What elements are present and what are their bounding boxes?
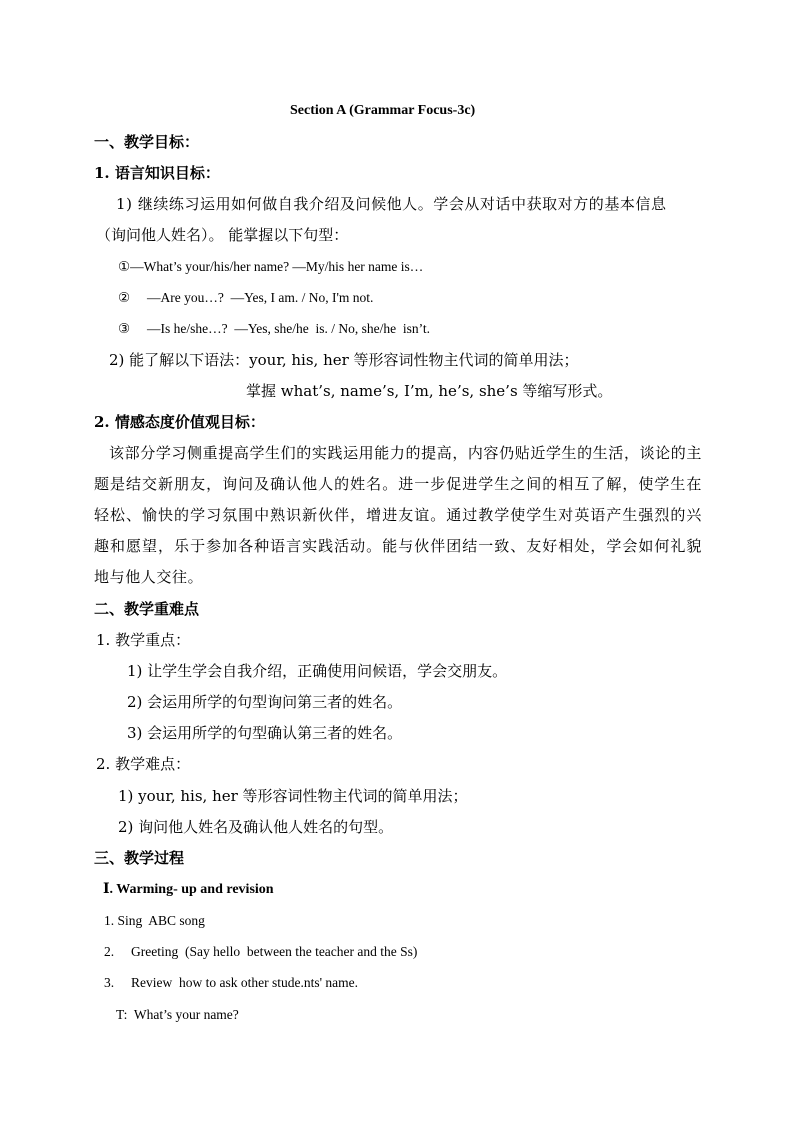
document-title: Section A (Grammar Focus-3c): [290, 103, 476, 118]
key-point-2: 2) 会运用所学的句型询问第三者的姓名。: [127, 693, 403, 711]
heading-teaching-process: 三、教学过程: [94, 849, 185, 867]
heading-language-objectives: 1. 语言知识目标：: [94, 164, 220, 182]
warming-up-step-2: 2. Greeting (Say hello between the teacher and the Ss): [104, 944, 418, 959]
emotion-objective-paragraph: 该部分学习侧重提高学生们的实践运用能力的提高，内容仍贴近学生的生活，谈论的主题是结交新朋友，询问及确认他人的姓名。进一步促进学生之间的相互了解，使学生在轻松、愉快的学习氛围中熟识新伙伴，增进友谊。通过教学使学生对英语产生强烈的兴趣和愿望，乐于参加各种语言实践活动。能与伙伴团结一致、友好相处，学会如何礼貌地与他人交往。: [94, 444, 702, 586]
language-objective-1-line-1: 1) 继续练习运用如何做自我介绍及问候他人。学会从对话中获取对方的基本信息: [116, 195, 667, 213]
language-objective-1-line-2: （询问他人姓名）。 能掌握以下句型：: [96, 226, 349, 244]
difficult-point-1: 1) your, his, her 等形容词性物主代词的简单用法；: [118, 787, 468, 805]
language-objective-2-line-2: 掌握 what’s, name’s, I’m, he’s, she’s 等缩写形式。: [246, 382, 613, 400]
key-point-1: 1) 让学生学会自我介绍，正确使用问候语，学会交朋友。: [127, 662, 508, 680]
sentence-pattern-2: ② —Are you…? —Yes, I am. / No, I'm not.: [118, 290, 374, 305]
difficult-points-label: 2. 教学难点：: [96, 755, 191, 773]
language-objective-2-line-1: 2) 能了解以下语法：your, his, her 等形容词性物主代词的简单用法；: [109, 351, 579, 369]
difficult-point-2: 2) 询问他人姓名及确认他人姓名的句型。: [118, 818, 394, 836]
teacher-question: T: What’s your name?: [116, 1007, 239, 1022]
key-point-3: 3) 会运用所学的句型确认第三者的姓名。: [127, 724, 403, 742]
heading-objectives: 一、教学目标：: [94, 133, 200, 151]
heading-emotion-objectives: 2. 情感态度价值观目标：: [94, 413, 265, 431]
warming-up-step-3: 3. Review how to ask other stude.nts' name.: [104, 975, 359, 990]
warming-up-step-1: 1. Sing ABC song: [104, 913, 205, 928]
sentence-pattern-1: ①—What’s your/his/her name? —My/his her name is…: [118, 259, 424, 274]
heading-key-difficult-points: 二、教学重难点: [94, 600, 200, 618]
key-points-label: 1. 教学重点：: [96, 631, 191, 649]
sentence-pattern-3: ③ —Is he/she…? —Yes, she/he is. / No, she/he isn’t.: [118, 321, 430, 336]
warming-up-title: Ⅰ. Warming- up and revision: [103, 882, 274, 897]
